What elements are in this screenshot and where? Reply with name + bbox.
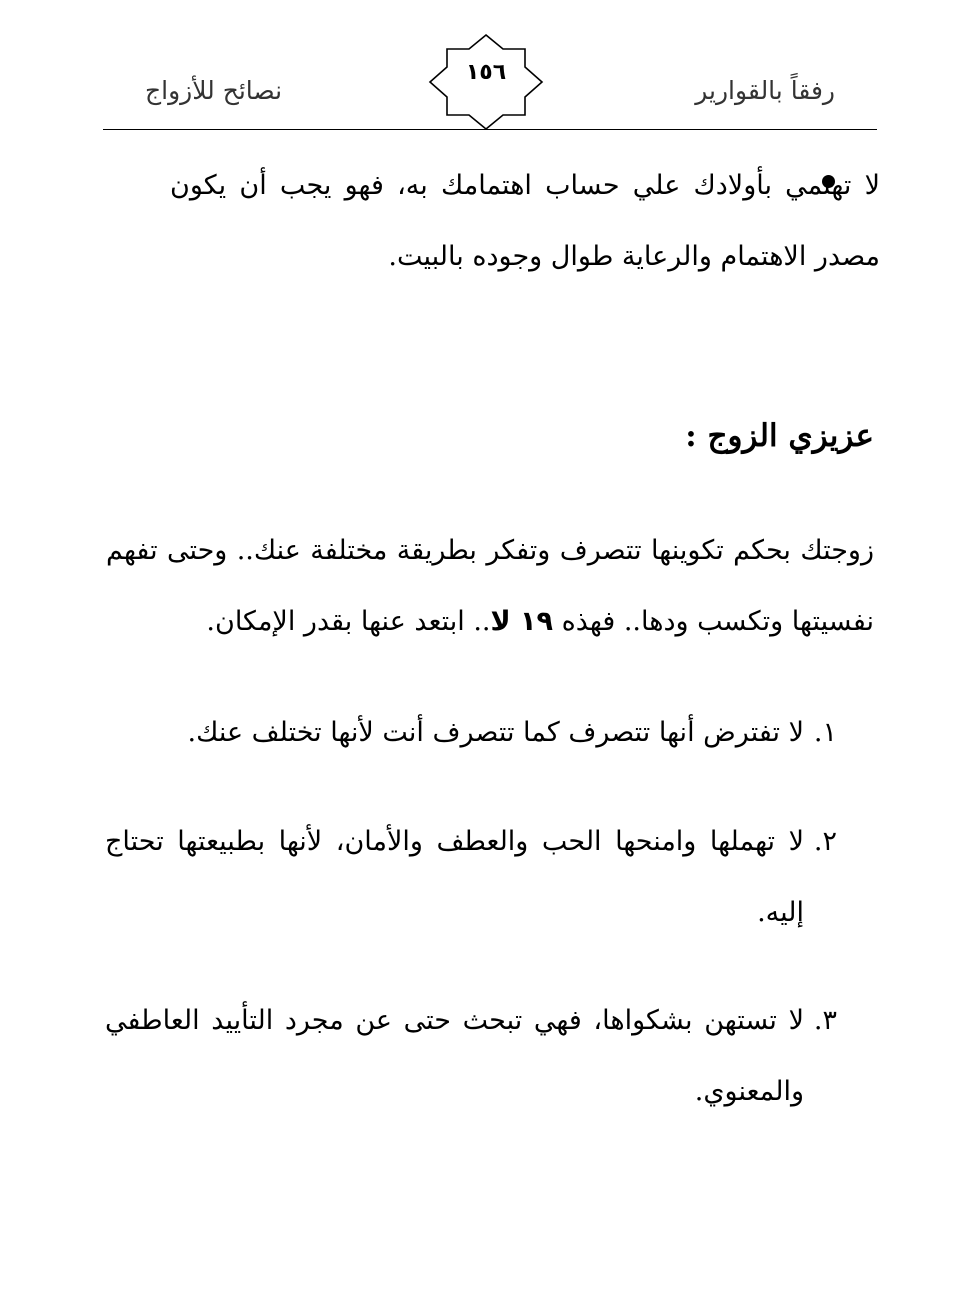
page-number: ١٥٦ [465, 60, 507, 85]
list-item: لا تستهن بشكواها، فهي تبحث حتى عن مجرد التأييد العاطفي والمعنوي. [105, 1005, 804, 1107]
list-item-number: ٣. [813, 1005, 837, 1036]
list-item: لا تهملها وامنحها الحب والعطف والأمان، لأنها بطبيعتها تحتاج إليه. [105, 826, 804, 928]
page-number-badge [428, 33, 544, 131]
header-divider [103, 129, 877, 130]
intro-bold-count: ١٩ لا [490, 606, 553, 637]
intro-paragraph [106, 515, 874, 657]
book-title: رفقاً بالقوارير [695, 76, 835, 105]
list-item: لا تفترض أنها تتصرف كما تتصرف أنت لأنها تختلف عنك. [187, 717, 804, 748]
section-heading: عزيزي الزوج : [685, 418, 874, 454]
intro-text-before: زوجتك بحكم تكوينها تتصرف وتفكر بطريقة مختلفة عنك.. وحتى تفهم نفسيتها وتكسب ودها.. فهذه [106, 535, 874, 637]
list-item-number: ٢. [813, 826, 837, 857]
intro-text-after: .. ابتعد عنها بقدر الإمكان. [206, 606, 491, 637]
bullet-paragraph: لا تهتمي بأولادك علي حساب اهتمامك به، فهو يجب أن يكون مصدر الاهتمام والرعاية طوال وجوده بالبيت. [170, 170, 880, 272]
list-item-number: ١. [813, 717, 837, 748]
section-title: نصائح للأزواج [145, 76, 283, 105]
